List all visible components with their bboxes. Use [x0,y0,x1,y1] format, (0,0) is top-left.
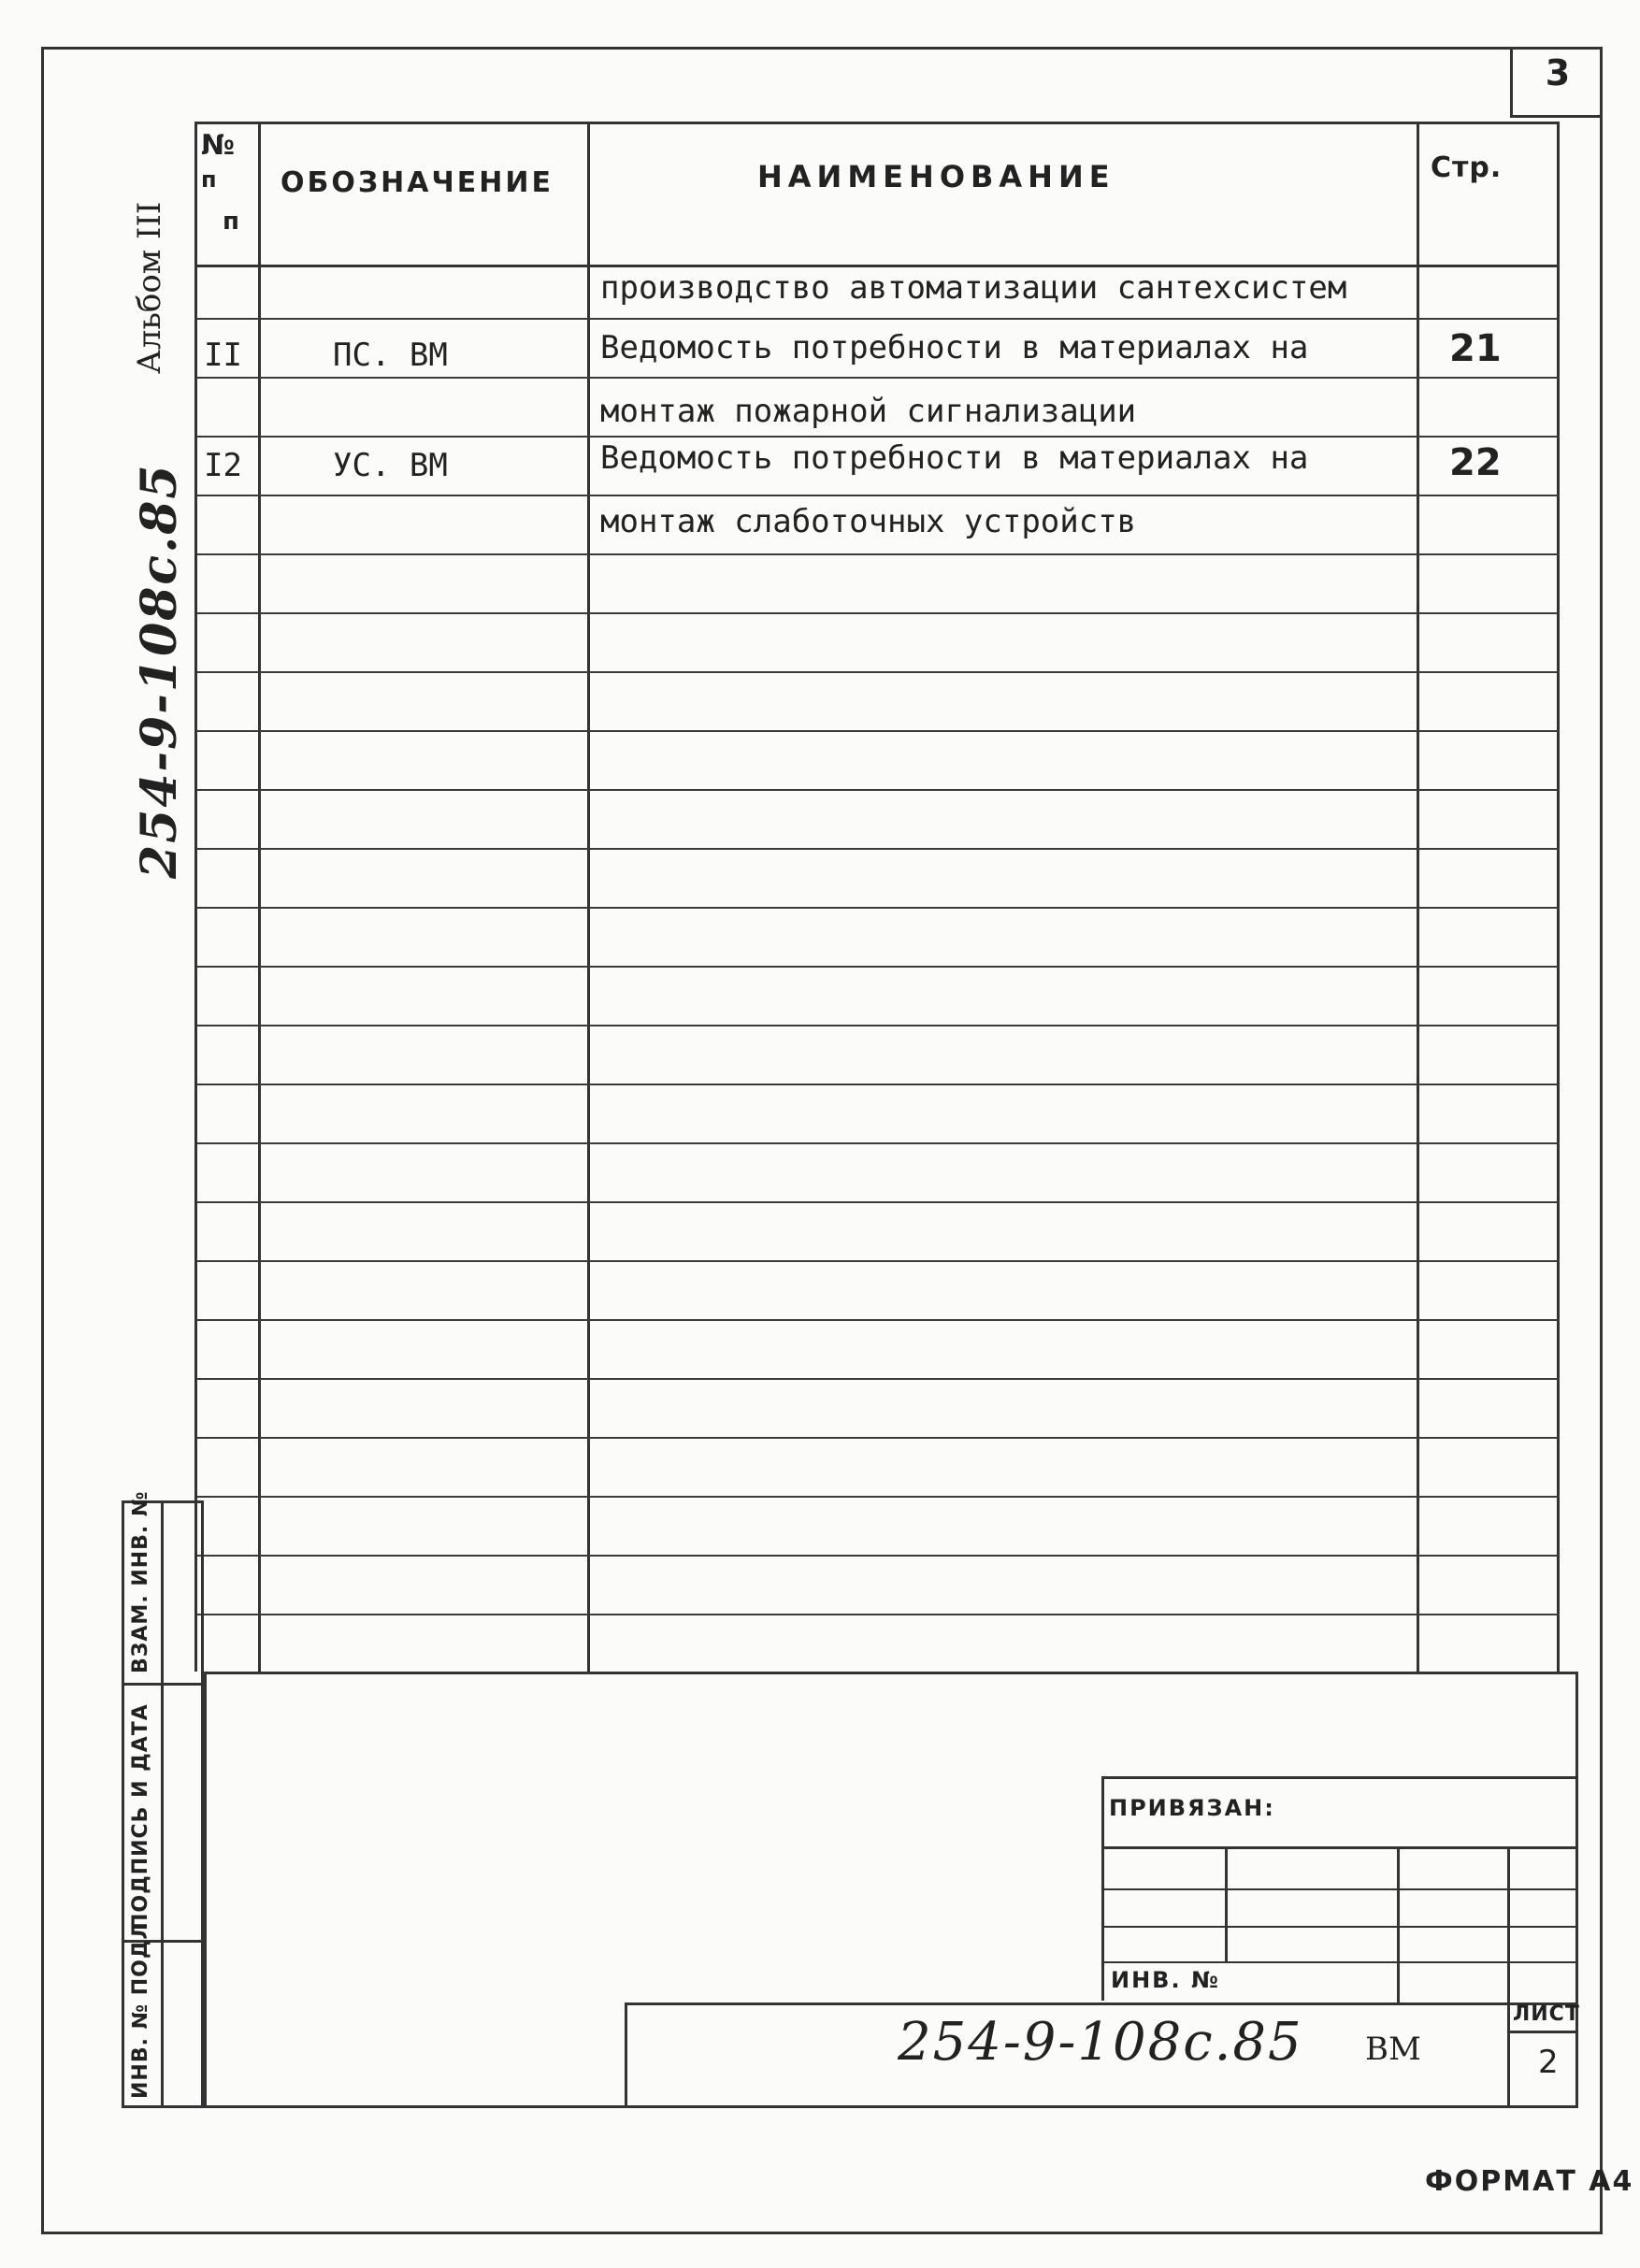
format-label: ФОРМАТ А4 [1425,2165,1634,2198]
col-divider-designation [587,122,590,1672]
table-row-line [197,1437,1560,1439]
table-row-line [197,612,1560,614]
table-row-line [197,1378,1560,1380]
priv-vline-2 [1397,1846,1400,2002]
side-album-label: Альбом III [131,201,168,374]
table-row-line [197,1260,1560,1262]
row-5-name: монтаж слаботочных устройств [600,503,1137,540]
header-num-bottom-left: п [201,166,220,193]
side-document-code: 254-9-108с.85 [131,463,188,879]
inv-no-label: ИНВ. № [1111,1967,1220,1993]
row-4-num: I2 [204,447,242,484]
stamp-inv-podl-label: ИНВ. № ПОДЛ [129,1921,152,2099]
row-2-name: Ведомость потребности в материалах на [600,329,1309,366]
table-row-line [197,1496,1560,1498]
table-header-separator [197,265,1560,267]
table-row-line [197,671,1560,673]
table-row-line [197,495,1560,496]
privyazan-label: ПРИВЯЗАН: [1109,1795,1275,1821]
stamp-podpis-label: ПОДПИСЬ И ДАТА [129,1703,152,1931]
row-2-page: 21 [1449,327,1502,370]
title-document-code: 254-9-108с.85 [898,2012,1303,2073]
table-row-line [197,1025,1560,1026]
table-row-line [197,789,1560,791]
table-row-line [197,1201,1560,1203]
row-3-name: монтаж пожарной сигнализации [600,393,1137,430]
header-num-top: № [201,129,238,162]
table-row-line [197,318,1560,320]
list-label: ЛИСТ [1513,2002,1580,2026]
table-row-line [197,1084,1560,1085]
row-4-designation: УС. ВМ [333,447,448,484]
header-name: НАИМЕНОВАНИЕ [757,159,1115,194]
table-row-line [197,1555,1560,1557]
sheet-number: 2 [1538,2044,1559,2081]
table-row-line [197,1319,1560,1321]
header-page: Стр. [1431,151,1503,184]
table-row-line [197,730,1560,732]
row-4-name: Ведомость потребности в материалах на [600,439,1309,477]
row-2-num: II [204,337,242,374]
table-row-line [197,848,1560,850]
table-row-line [197,966,1560,968]
table-row-line [197,1614,1560,1615]
table-row-line [197,377,1560,379]
table-row-line [197,907,1560,909]
table-row-line [197,1142,1560,1144]
corner-sheet-number: 3 [1545,52,1571,93]
stamp-vzam-label: ВЗАМ. ИНВ. № [129,1490,152,1673]
title-document-mark: ВМ [1365,2031,1421,2068]
left-stamp-separator-1 [122,1683,204,1686]
table-row-line [197,436,1560,438]
header-designation: ОБОЗНАЧЕНИЕ [281,166,554,199]
list-label-line [1507,2031,1578,2033]
corner-sheet-box [1510,47,1603,118]
header-num-bottom: п [223,208,242,236]
col-divider-name [1417,122,1419,1672]
left-stamp-divider [161,1500,164,2108]
table-row-line [197,553,1560,555]
row-2-designation: ПС. ВМ [333,337,448,374]
row-4-page: 22 [1449,441,1502,484]
priv-vline-1 [1225,1846,1228,1963]
row-1-name: производство автоматизации сантехсистем [600,269,1347,307]
col-divider-num [258,122,261,1672]
